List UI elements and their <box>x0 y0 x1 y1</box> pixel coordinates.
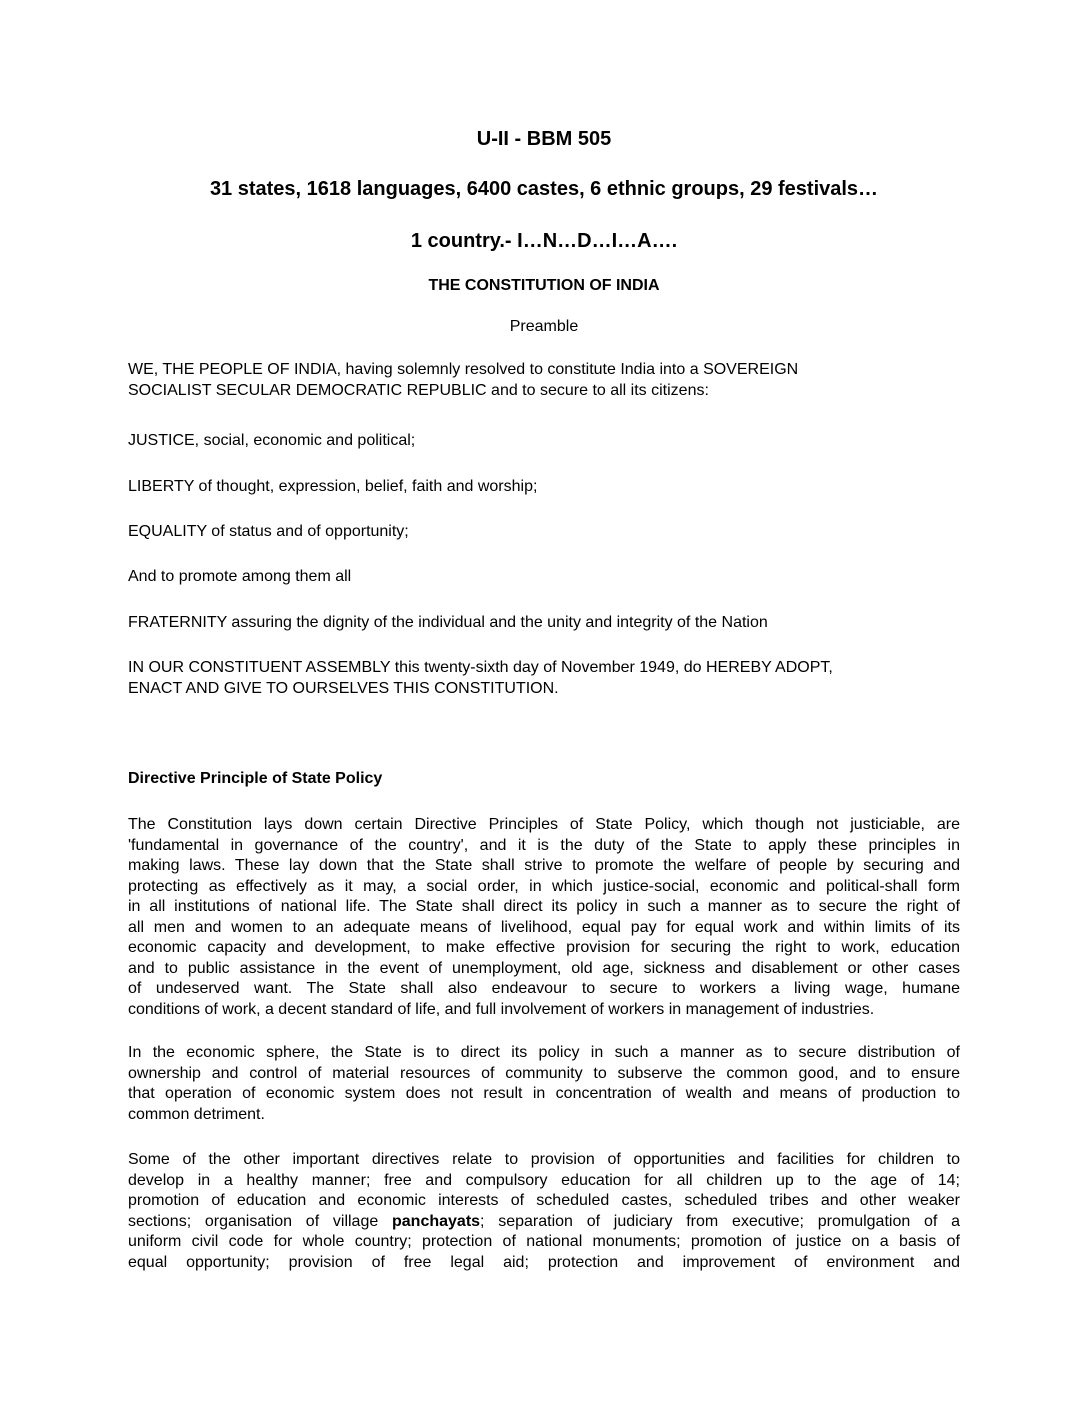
paragraph-line: and to public assistance in the event of unemployment, old age, sickness and disablement or other cases <box>128 959 960 977</box>
preamble-intro <box>128 360 960 401</box>
paragraph-line: common detriment. <box>128 1105 265 1123</box>
preamble-liberty: LIBERTY of thought, expression, belief, faith and worship; <box>128 478 538 495</box>
directive-paragraph-2 <box>128 1043 960 1125</box>
paragraph-line: The Constitution lays down certain Directive Principles of State Policy, which though not justiciable, are <box>128 816 960 833</box>
preamble-intro-line: SOCIALIST SECULAR DEMOCRATIC REPUBLIC and to secure to all its citizens: <box>128 381 709 399</box>
paragraph-line: develop in a healthy manner; free and compulsory education for all children up to the age of 14; <box>128 1171 960 1189</box>
paragraph-line: protecting as effectively as it may, a social order, in which justice-social, economic and political-shall form <box>128 877 960 895</box>
preamble-justice: JUSTICE, social, economic and political; <box>128 432 416 449</box>
paragraph-line: economic capacity and development, to make effective provision for securing the right to work, education <box>128 939 960 956</box>
paragraph-line: equal opportunity; provision of free legal aid; protection and improvement of environment and <box>128 1253 960 1271</box>
paragraph-line: uniform civil code for whole country; protection of national monuments; promotion of justice on a basis of <box>128 1233 960 1250</box>
country-line: 1 country.- I…N…D…I…A…. <box>410 230 678 252</box>
paragraph-line: Some of the other important directives relate to provision of opportunities and facilities for children to <box>128 1151 960 1168</box>
paragraph-line: In the economic sphere, the State is to direct its policy in such a manner as to secure distribution of <box>128 1044 960 1061</box>
paragraph-line: making laws. These lay down that the State shall strive to promote the welfare of people by securing and <box>128 857 960 874</box>
emphasis-panchayats: panchayats <box>392 1212 481 1230</box>
preamble-adoption-line: ENACT AND GIVE TO OURSELVES THIS CONSTITUTION. <box>128 679 559 697</box>
paragraph-line: promotion of education and economic interests of scheduled castes, scheduled tribes and other weaker <box>128 1192 960 1209</box>
paragraph-line: that operation of economic system does not result in concentration of wealth and means of production to <box>128 1085 960 1102</box>
stats-line: 31 states, 1618 languages, 6400 castes, 6 ethnic groups, 29 festivals… <box>209 178 879 200</box>
directive-paragraph-3 <box>128 1150 960 1273</box>
directive-paragraph-1 <box>128 815 960 1020</box>
preamble-fraternity: FRATERNITY assuring the dignity of the individual and the unity and integrity of the Nation <box>128 614 768 631</box>
paragraph-line: ownership and control of material resources of community to subserve the common good, and to ensure <box>128 1064 960 1082</box>
paragraph-line: in all institutions of national life. The State shall direct its policy in such a manner as to secure the right of <box>128 898 960 915</box>
course-code: U-II - BBM 505 <box>476 128 612 150</box>
paragraph-line: conditions of work, a decent standard of life, and full involvement of workers in management of industries. <box>128 1000 875 1018</box>
preamble-adoption <box>128 658 960 699</box>
paragraph-text: ; separation of judiciary from executive; promulgation of a <box>480 1212 960 1230</box>
paragraph-text: sections; organisation of village <box>128 1212 379 1230</box>
paragraph-line: all men and women to an adequate means of livelihood, equal pay for equal work and within limits of its <box>128 918 960 936</box>
preamble-subtitle: Preamble <box>509 318 579 335</box>
preamble-equality: EQUALITY of status and of opportunity; <box>128 523 409 540</box>
directive-heading: Directive Principle of State Policy <box>128 770 383 787</box>
paragraph-line: of undeserved want. The State shall also endeavour to secure to workers a living wage, humane <box>128 980 960 997</box>
preamble-intro-line: WE, THE PEOPLE OF INDIA, having solemnly resolved to constitute India into a SOVEREIGN <box>128 361 799 378</box>
document-title: THE CONSTITUTION OF INDIA <box>428 277 660 294</box>
preamble-adoption-line: IN OUR CONSTITUENT ASSEMBLY this twenty-sixth day of November 1949, do HEREBY ADOPT, <box>128 659 833 676</box>
paragraph-line: 'fundamental in governance of the country', and it is the duty of the State to apply these principles in <box>128 836 960 854</box>
paragraph-line-with-emphasis <box>128 1212 960 1233</box>
preamble-promote: And to promote among them all <box>128 568 352 585</box>
